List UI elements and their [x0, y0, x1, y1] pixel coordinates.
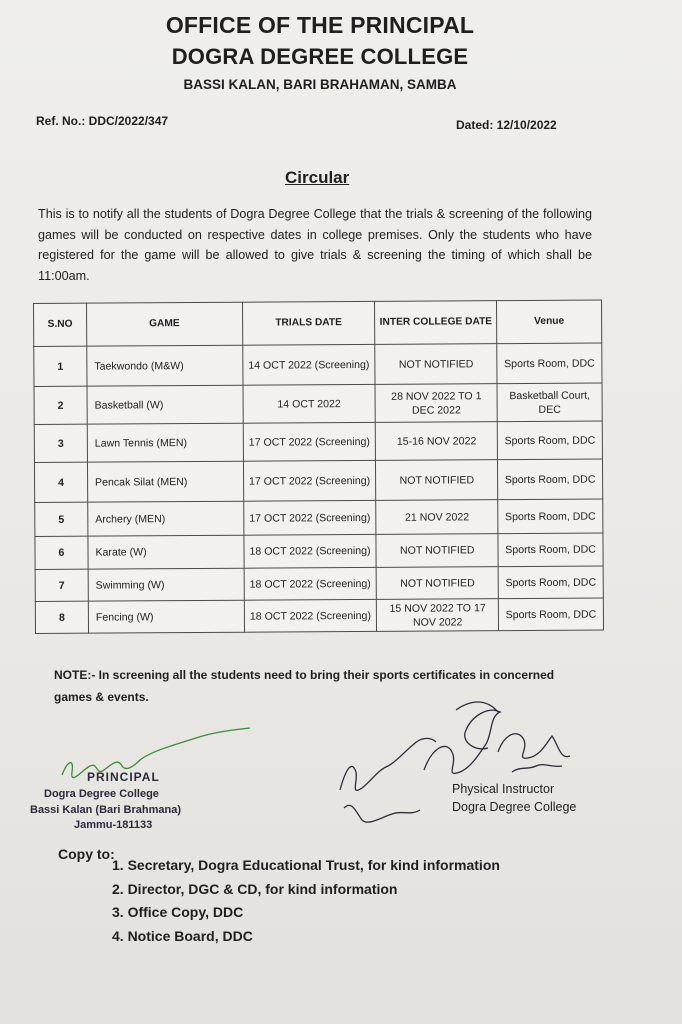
cell-game: Taekwondo (M&W)	[87, 345, 243, 386]
college-name: DOGRA DEGREE COLLEGE	[171, 44, 469, 69]
header-inter-college-date: INTER COLLEGE DATE	[375, 301, 497, 345]
cell-game: Karate (W)	[88, 535, 244, 569]
date-line: Dated: 12/10/2022	[456, 118, 557, 132]
note-text: NOTE:- In screening all the students need to bring their sports certificates in concerned games & events.	[54, 668, 555, 704]
cell-trials-date: 18 OCT 2022 (Screening)	[244, 567, 377, 600]
cell-game: Archery (MEN)	[88, 501, 244, 536]
cell-trials-date: 18 OCT 2022 (Screening)	[244, 599, 377, 632]
cell-trials-date: 14 OCT 2022	[243, 384, 376, 423]
cell-trials-date: 17 OCT 2022 (Screening)	[243, 422, 376, 461]
cell-sno: 8	[35, 601, 88, 633]
stamp-line-3: Bassi Kalan (Bari Brahmana)	[30, 804, 181, 816]
cell-sno: 6	[35, 536, 88, 569]
cell-trials-date: 17 OCT 2022 (Screening)	[243, 460, 376, 501]
cell-venue: Sports Room, DDC	[498, 566, 603, 599]
header-sno: S.NO	[34, 303, 87, 346]
circular-title: Circular	[285, 168, 350, 187]
signature-physical-instructor	[498, 734, 570, 772]
cell-venue: Sports Room, DDC	[498, 459, 603, 500]
stamp-line-2: Dogra Degree College	[44, 788, 159, 800]
reference-number: Ref. No.: DDC/2022/347	[36, 114, 169, 128]
office-title: OFFICE OF THE PRINCIPAL	[165, 12, 475, 38]
signatory-org: Dogra Degree College	[452, 800, 577, 814]
header-game: GAME	[86, 302, 242, 346]
cell-venue: Sports Room, DDC	[498, 499, 603, 534]
cell-venue: Sports Room, DDC	[497, 343, 602, 384]
signature-middle	[424, 702, 500, 773]
cell-sno: 3	[34, 424, 87, 462]
cell-game: Lawn Tennis (MEN)	[87, 423, 243, 462]
cell-game: Fencing (W)	[88, 600, 244, 633]
cell-trials-date: 18 OCT 2022 (Screening)	[244, 534, 377, 568]
cell-inter-college-date: NOT NOTIFIED	[376, 534, 498, 568]
stamp-line-4: Jammu-181133	[74, 819, 153, 831]
cell-sno: 4	[34, 462, 87, 502]
header-venue: Venue	[497, 300, 602, 344]
copy-to-label: Copy to:	[58, 846, 115, 862]
copy-item: 1. Secretary, Dogra Educational Trust, for kind information	[112, 857, 500, 873]
header-trials-date: TRIALS DATE	[242, 301, 375, 345]
cell-sno: 5	[35, 502, 88, 536]
signatory-title: Physical Instructor	[452, 782, 555, 796]
cell-venue: Basketball Court, DEC	[497, 383, 602, 422]
cell-game: Swimming (W)	[88, 568, 244, 601]
cell-game: Pencak Silat (MEN)	[87, 461, 243, 502]
cell-game: Basketball (W)	[87, 385, 243, 424]
cell-inter-college-date: NOT NOTIFIED	[375, 344, 497, 385]
cell-inter-college-date: NOT NOTIFIED	[376, 567, 498, 600]
cell-trials-date: 17 OCT 2022 (Screening)	[243, 500, 376, 535]
signature-kanchan	[340, 738, 436, 822]
copy-item: 3. Office Copy, DDC	[112, 904, 244, 920]
cell-sno: 7	[35, 569, 88, 601]
college-address: BASSI KALAN, BARI BRAHAMAN, SAMBA	[183, 77, 457, 92]
cell-trials-date: 14 OCT 2022 (Screening)	[242, 344, 375, 385]
copy-item: 2. Director, DGC & CD, for kind information	[112, 880, 398, 897]
cell-inter-college-date: NOT NOTIFIED	[376, 460, 498, 501]
cell-inter-college-date: 15 NOV 2022 TO 17 NOV 2022	[377, 599, 499, 632]
cell-venue: Sports Room, DDC	[498, 598, 603, 631]
cell-venue: Sports Room, DDC	[497, 421, 602, 460]
copy-item: 4. Notice Board, DDC	[112, 927, 253, 944]
circular-body: This is to notify all the students of Dogra Degree College that the trials & screening of the following games will be conducted on respective dates in college premises. Only the students who have registered for the game will be allowed to give trials & screening the timing of which shall be 11:00am.	[38, 207, 592, 283]
copy-to-list	[112, 854, 500, 948]
physical-instructor-block	[452, 780, 576, 816]
cell-sno: 2	[34, 386, 87, 424]
cell-venue: Sports Room, DDC	[498, 533, 603, 567]
cell-inter-college-date: 21 NOV 2022	[376, 500, 498, 535]
cell-inter-college-date: 28 NOV 2022 TO 1 DEC 2022	[375, 384, 497, 423]
stamp-line-1: PRINCIPAL	[87, 770, 160, 784]
cell-inter-college-date: 15-16 NOV 2022	[376, 422, 498, 461]
cell-sno: 1	[34, 346, 87, 386]
principal-stamp	[30, 770, 230, 832]
